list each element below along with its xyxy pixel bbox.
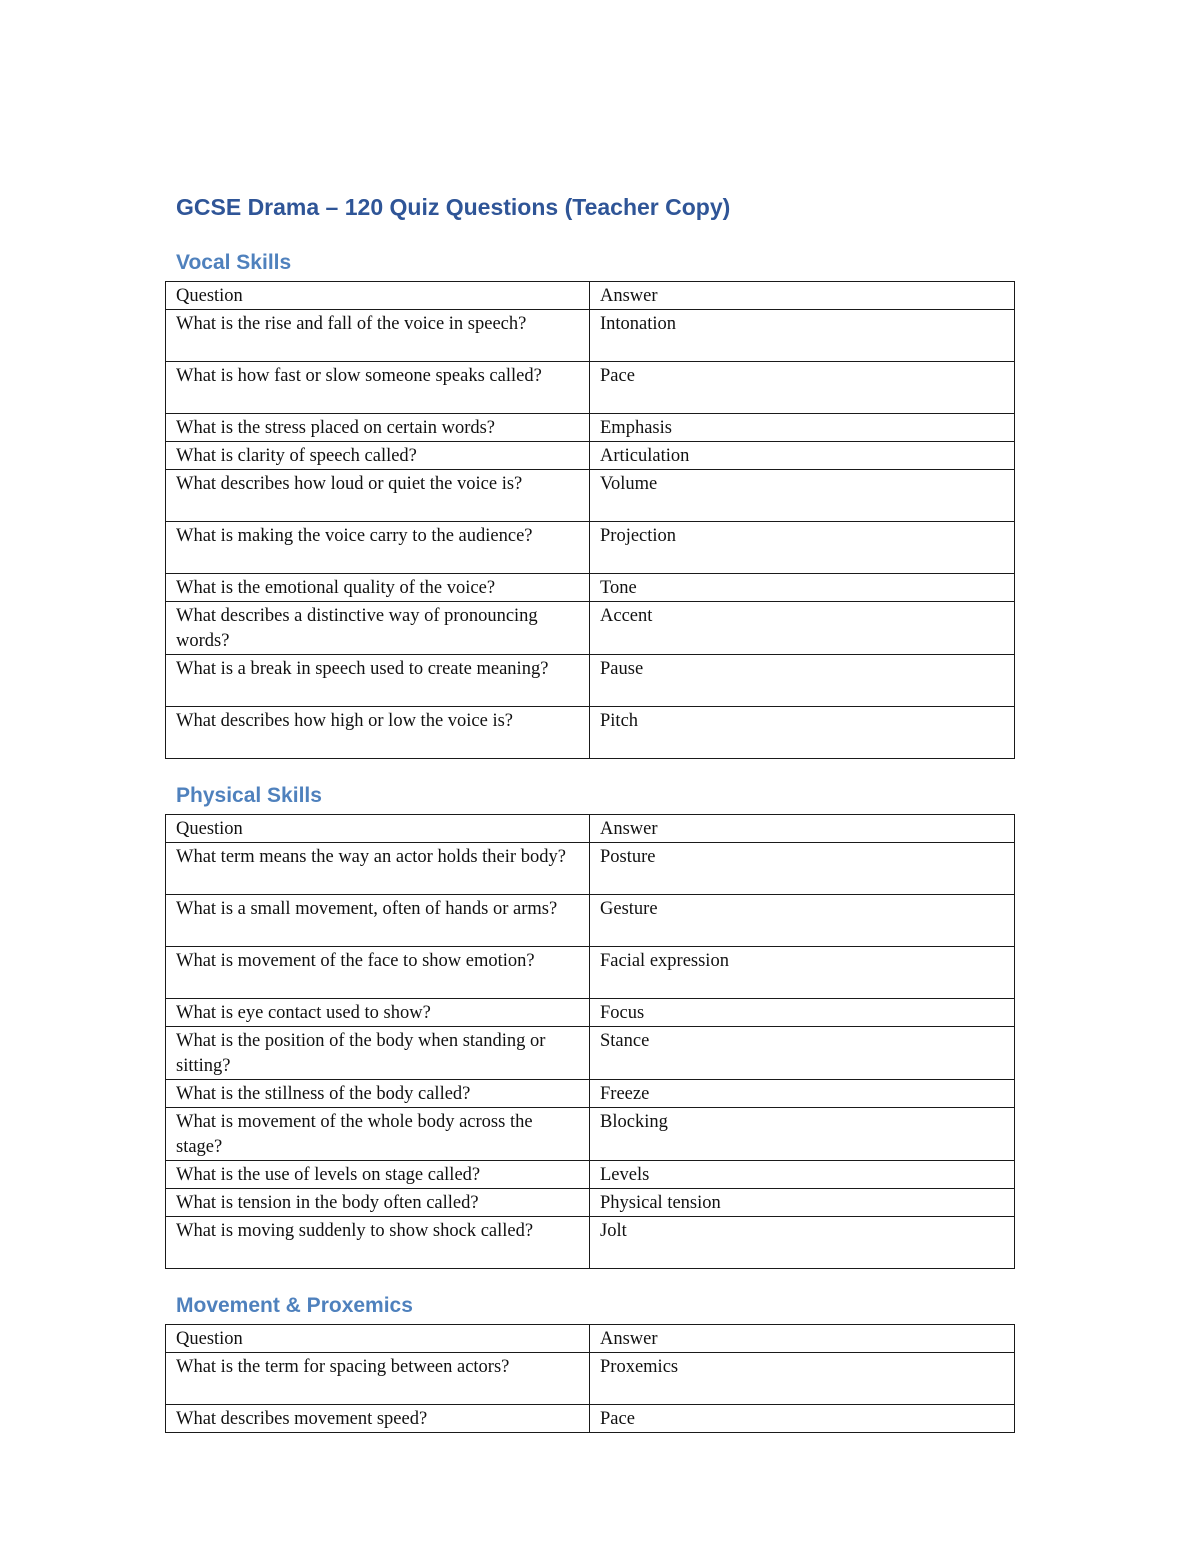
answer-cell: Blocking: [590, 1108, 1015, 1161]
answer-cell: Pitch: [590, 707, 1015, 759]
answer-cell: Volume: [590, 470, 1015, 522]
question-cell: What is how fast or slow someone speaks called?: [166, 362, 590, 414]
answer-cell: Jolt: [590, 1217, 1015, 1269]
question-column-header: Question: [166, 815, 590, 843]
table-row: [166, 1353, 1015, 1405]
question-cell: What describes movement speed?: [166, 1405, 590, 1433]
question-cell: What describes how loud or quiet the voice is?: [166, 470, 590, 522]
table-row: [166, 843, 1015, 895]
question-cell: What is the use of levels on stage called?: [166, 1161, 590, 1189]
answer-cell: Physical tension: [590, 1189, 1015, 1217]
table-row: [166, 522, 1015, 574]
answer-cell: Emphasis: [590, 414, 1015, 442]
document-page: [165, 188, 1014, 1433]
table-row: [166, 574, 1015, 602]
table-row: [166, 999, 1015, 1027]
answer-cell: Intonation: [590, 310, 1015, 362]
question-cell: What is movement of the whole body across the stage?: [166, 1108, 590, 1161]
answer-cell: Articulation: [590, 442, 1015, 470]
table-row: [166, 1189, 1015, 1217]
answer-cell: Levels: [590, 1161, 1015, 1189]
answer-cell: Pause: [590, 655, 1015, 707]
answer-cell: Pace: [590, 362, 1015, 414]
movement-proxemics-table: [165, 1324, 1015, 1433]
table-row: [166, 602, 1015, 655]
question-cell: What is the position of the body when standing or sitting?: [166, 1027, 590, 1080]
table-row: [166, 1405, 1015, 1433]
table-header-row: [166, 1325, 1015, 1353]
section-heading-vocal-skills: Vocal Skills: [176, 251, 292, 274]
table-row: [166, 1161, 1015, 1189]
table-row: [166, 470, 1015, 522]
table-row: [166, 310, 1015, 362]
table-row: [166, 362, 1015, 414]
question-cell: What is a break in speech used to create meaning?: [166, 655, 590, 707]
answer-cell: Pace: [590, 1405, 1015, 1433]
table-row: [166, 655, 1015, 707]
question-cell: What describes how high or low the voice is?: [166, 707, 590, 759]
table-row: [166, 1080, 1015, 1108]
table-row: [166, 895, 1015, 947]
answer-column-header: Answer: [590, 815, 1015, 843]
question-cell: What is tension in the body often called?: [166, 1189, 590, 1217]
question-cell: What is the emotional quality of the voice?: [166, 574, 590, 602]
document-title: GCSE Drama – 120 Quiz Questions (Teacher Copy): [176, 194, 731, 220]
question-cell: What term means the way an actor holds their body?: [166, 843, 590, 895]
question-cell: What is making the voice carry to the audience?: [166, 522, 590, 574]
answer-cell: Stance: [590, 1027, 1015, 1080]
answer-cell: Projection: [590, 522, 1015, 574]
physical-skills-table: [165, 814, 1015, 1269]
answer-column-header: Answer: [590, 1325, 1015, 1353]
question-cell: What is eye contact used to show?: [166, 999, 590, 1027]
question-cell: What is movement of the face to show emotion?: [166, 947, 590, 999]
question-cell: What describes a distinctive way of pronouncing words?: [166, 602, 590, 655]
answer-cell: Tone: [590, 574, 1015, 602]
vocal-skills-table: [165, 281, 1015, 759]
table-header-row: [166, 282, 1015, 310]
question-cell: What is a small movement, often of hands or arms?: [166, 895, 590, 947]
answer-cell: Posture: [590, 843, 1015, 895]
answer-cell: Gesture: [590, 895, 1015, 947]
answer-column-header: Answer: [590, 282, 1015, 310]
question-cell: What is moving suddenly to show shock called?: [166, 1217, 590, 1269]
table-row: [166, 442, 1015, 470]
question-cell: What is the rise and fall of the voice in speech?: [166, 310, 590, 362]
answer-cell: Freeze: [590, 1080, 1015, 1108]
question-cell: What is clarity of speech called?: [166, 442, 590, 470]
answer-cell: Focus: [590, 999, 1015, 1027]
question-cell: What is the stillness of the body called?: [166, 1080, 590, 1108]
table-row: [166, 1108, 1015, 1161]
table-row: [166, 414, 1015, 442]
table-row: [166, 947, 1015, 999]
question-cell: What is the term for spacing between actors?: [166, 1353, 590, 1405]
table-row: [166, 1027, 1015, 1080]
answer-cell: Facial expression: [590, 947, 1015, 999]
question-cell: What is the stress placed on certain words?: [166, 414, 590, 442]
question-column-header: Question: [166, 1325, 590, 1353]
table-row: [166, 1217, 1015, 1269]
question-column-header: Question: [166, 282, 590, 310]
section-heading-movement-proxemics: Movement & Proxemics: [176, 1294, 413, 1317]
answer-cell: Proxemics: [590, 1353, 1015, 1405]
table-header-row: [166, 815, 1015, 843]
table-row: [166, 707, 1015, 759]
answer-cell: Accent: [590, 602, 1015, 655]
section-heading-physical-skills: Physical Skills: [176, 784, 322, 807]
